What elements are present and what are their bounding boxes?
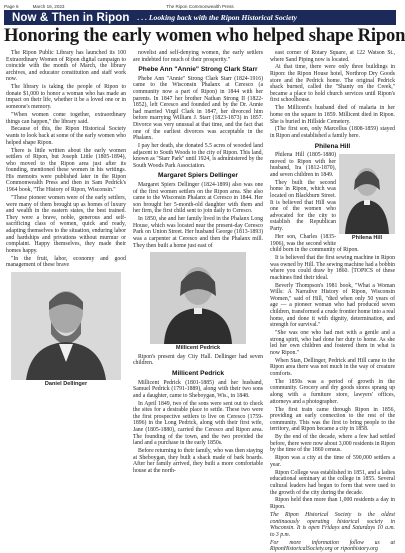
- column-3: [270, 50, 396, 553]
- article-paragraph: Millicent Pedrick (1801-1885) and her husband, Samuel Pedrick (1791-1889), along with their two sons and a daughter, came to Sheboygan, Wis., in 1848.: [133, 379, 263, 399]
- article-paragraph: "She was one who had met with a gentle and a strong spirit, who had done her duty to home. As she led her own children and fostered them in what is now Ripon.": [270, 330, 395, 356]
- article-paragraph: Before returning to their family, who was then staying at Sheboygan, they built a shack made of bark boards. After her family arrived, they built a more comfortable house at the north-: [133, 448, 263, 474]
- column-2-top-paragraphs: [133, 50, 263, 63]
- article-paragraph: It is believed that the first sewing machine in Ripon was owned by Hill. The sewing machine had a bobbin where you could draw by 1860. [TOPICS of these machines find their ideal.: [270, 255, 395, 281]
- article-paragraph: (The first son, only Marcellus (1808-1859) stayed in Ripon and established a family here.: [270, 126, 395, 140]
- banner-tagline: . . . Looking back with the Ripon Historical Society: [137, 13, 298, 22]
- column-2-end-paragraphs: [133, 380, 263, 475]
- hill-caption: Philena Hill: [351, 235, 383, 242]
- article-paragraph: "When women come together, extraordinary things can happen," the library said.: [6, 111, 126, 125]
- issue-date: March 16, 2023: [32, 3, 65, 9]
- subhead-pedrick: Millicent Pedrick: [171, 369, 225, 377]
- column-1-paragraphs: [6, 50, 126, 269]
- article-paragraph: Because of this, the Ripon Historical Society wants to look back at some of the early women who helped shape Ripon.: [6, 126, 126, 146]
- article-paragraph: Ripon's present day City Hall. Dellinger had seven children.: [133, 353, 263, 367]
- dellinger-caption: Daniel Dellinger: [44, 380, 88, 387]
- subhead-starr: Phebe Ann "Annie" Strong Clark Starr: [138, 66, 258, 74]
- page-number: Page 6: [4, 3, 19, 9]
- subhead-hill: Philena Hill: [314, 142, 351, 150]
- society-note-paragraph: The Ripon Historical Society is the oldest continuously operating historical society in Wisconsin. It is open Fridays and Saturdays 10 a.m. to 3 p.m.: [270, 511, 395, 538]
- article-paragraph: The library is taking the people of Ripon to donate $1,000 to honor a woman who has made an impact on their life, whether it be a loved one or in someone's memory.: [6, 84, 126, 111]
- article-paragraph: novelist and self-denying women, the early settlers are indebted for much of their prosperity.": [133, 50, 263, 63]
- article-paragraph: The first train came through Ripon in 1856, providing an early connection to the rest of the community. This was the first to bring people to the territory, and Ripon became a city in 1858.: [270, 406, 395, 433]
- article-paragraph: Phebe Ann "Annie" Strong Clark Starr (1824-1916) came to the Wisconsin Phalanx at Ceresco (a community now a part of Ripon) in 1844 with her parents. In 1847 her brother Nathan Strong II (1822-1852), left Ceresco and founded and by the Dr. Annie had married Virgil Clark in 1847, her divorced him before marrying William J. Starr (1823-1873) in 1857. Divorce was very unusual at that time, and the fact that one of the earliest divorces was acceptable in the Phalanx.: [133, 75, 263, 142]
- top-line: [4, 2, 396, 10]
- article-paragraph: I pay her death, she donated 5.5 acres of wooded land adjacent to South Woods to the city of Ripon. This land, known as "Starr Park" until 1924, is administered by the South Woods Park Association.: [133, 143, 263, 169]
- article-paragraph: The Ripon Public Library has launched its 100 Extraordinary Women of Ripon digital campaign to coincide with the month of March, the library archives, and educator constitution and staff work now.: [6, 50, 126, 83]
- article-headline: Honoring the early women who helped shape Ripon: [4, 25, 405, 46]
- hill-photo-block: [339, 154, 395, 244]
- article-paragraph: When Stan, Dellinger, Pedrick and Hill came to the Ripon area there was not much in the way of creature comforts.: [270, 357, 395, 377]
- dellinger-portrait: [11, 272, 121, 380]
- article-paragraph: east corner of Rotary Square, at 122 Watson St., where Sand Piping now is located.: [270, 50, 395, 63]
- column-2-low-paragraphs: [133, 182, 263, 249]
- article-paragraph: In April 1849, two of the sons were sent out to check the sites for a desirable place to settle. These two were the first prospective settlers to live on Ceresco (1759-1896) in the Long Pedrick, along with their first wife, Jane (1805-1880), carried the Ceresco and Ripon area. The founding of the town, and the two provided the land and a purchase in the early 1850s.: [133, 400, 263, 447]
- article-paragraph: By the end of the decade, where a few had settled before, there were now about 3,000 residents in Ripon by the time of the 1860 census.: [270, 434, 395, 454]
- pedrick-portrait: [150, 252, 246, 344]
- column-2: [133, 50, 263, 474]
- article-paragraph: Beverly Thompson's 1981 book, "What a Woman Wills: A Narrative History of Ripon, Wisconsin Women," said of Hill, "died when only 50 years of age — a pioneer woman who had produced seven children, transformed a crude frontier home into a real home, and done it with dignity, determination, and strength for survival.": [270, 282, 396, 329]
- article-paragraph: The Millicent's husband died of malaria in her home on the square in 1859. Millicent died in Ripon. She is buried in Hillside Cemetery.: [270, 105, 395, 125]
- column-3-top-paragraphs: [270, 50, 395, 140]
- article-paragraph: "In the fruit, labor, economy and good management of these brave: [6, 255, 126, 269]
- article-paragraph: "These pioneer women were of the early settlers, were many of them brought up as homes of luxury and wealth in the eastern states, the best trained. They were a brave, noble, generous and self-sacrificing class of women, quick and ready, adapting themselves to the situation, enduring labor and hardships and privations without murmur or complaint. Happy themselves, they made their homes happy.: [6, 194, 126, 254]
- pedrick-caption: Millicent Pedrick: [175, 345, 221, 352]
- column-1: [6, 50, 126, 396]
- article-paragraph: Her son, Charles (1835-1906), was the second white child born in the community of Ripon.: [270, 233, 359, 254]
- article-paragraph: They built the second home in Ripon, which was located on Blackburn Street. It is believed that Hill was one of the women who advocated for the city to establish the Republican Party.: [270, 179, 336, 233]
- hill-portrait: [339, 154, 395, 234]
- woman-portrait-icon: [150, 252, 246, 344]
- paper-name: The Ripon Commonwealth Press: [166, 3, 234, 9]
- woman-portrait-icon: [339, 154, 395, 234]
- banner-title: Now & Then in Ripon: [12, 11, 130, 24]
- article-paragraph: Ripon College was established in 1851, and a ladies educational seminary at the college in 1855. Several cultural leaders had begun to form that were used to the growth of the city during the decade.: [270, 469, 395, 496]
- article-paragraph: Margaret Spiers Dellinger (1824-1899) also was one of the first women settlers on the Ripon area. She also came to the Wisconsin Phalanx at Ceresco in 1844. Her son brought her 5-month-old daughter with them and her firm, the first child sent to join daily to Ceresco.: [133, 181, 263, 215]
- society-note-paragraph: For more information follow us at RiponHistoricalSociety.org or riponhistory.org: [270, 539, 395, 553]
- society-note: [270, 512, 395, 553]
- article-paragraph: Philena Hill (1805-1880) moved to Ripon with her husband, Ira (1812-1870), and seven children in 1849.: [270, 152, 336, 178]
- article-paragraph: Ripon held then more than 1,000 residents a day in Ripon.: [270, 497, 395, 511]
- man-portrait-icon: [11, 272, 121, 380]
- article-paragraph: In 1850, she and her family lived in the Phalanx Long House, which was located near the present-day Ceresco Park on Union Street. Her husband George (1813-1893) was a carpenter at Ceresco and then the Phalanx mill. They then built a home just east of: [133, 216, 263, 249]
- column-2-mid-paragraphs: [133, 76, 263, 170]
- subhead-dellinger: Margaret Spiers Dellinger: [158, 172, 238, 180]
- article-paragraph: Ripon was a city at the time of 590,000 settlers a year.: [270, 455, 395, 468]
- article-paragraph: At that time, there were only three buildings in Ripon: the Ripon House hotel, Northrop Dry Goods store and the Pedrick home. The original Pedrick shack burned, called the "Shanty on the Creek," became a place to hold church services until Ripon's first schoolhouse.: [270, 64, 395, 104]
- article-paragraph: The 1850s was a period of growth in the community. Grocery and dry goods stores sprang up along with a furniture store, lawyers' offices, attorneys and a photographer.: [270, 378, 395, 405]
- section-banner: [4, 10, 396, 25]
- column-2-after-paragraphs: [133, 354, 263, 367]
- article-paragraph: There is little written about the early women settlers of Ripon, but Joseph Little (1805-1894), who moved to the Ripon area just after its founding, mentioned these women in his writings. His memoirs were published later in the Ripon Commonwealth Press and then in Sam Pedrick's 1964 book, "The History of Ripon, Wisconsin.": [6, 147, 126, 194]
